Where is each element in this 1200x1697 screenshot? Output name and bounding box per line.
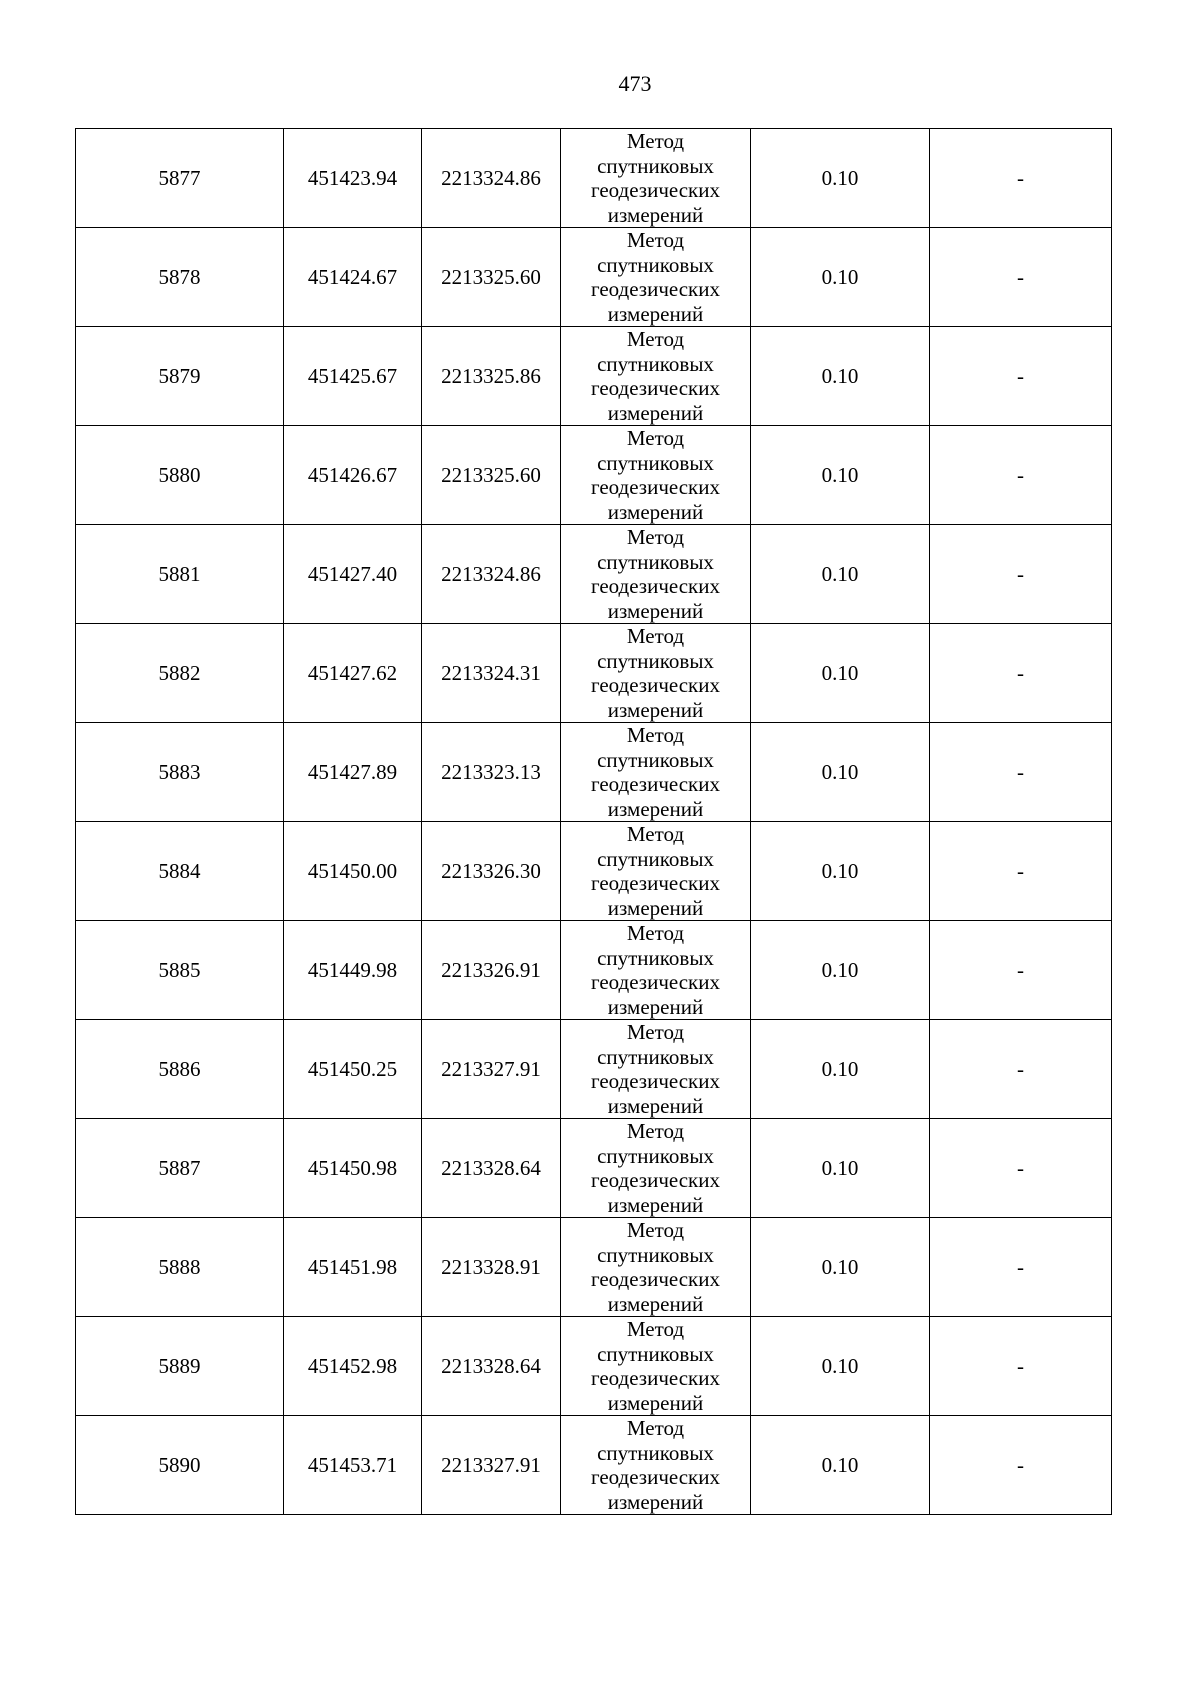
point-id-cell: 5890: [76, 1416, 284, 1515]
method-text-line: спутниковых: [597, 252, 714, 277]
method-text-line: спутниковых: [597, 747, 714, 772]
table-row: [76, 921, 1112, 1020]
x-coordinate-cell: 451423.94: [284, 129, 422, 228]
point-id-cell: 5878: [76, 228, 284, 327]
method-text-line: измерений: [607, 796, 704, 821]
method-text-line: геодезических: [590, 1168, 720, 1192]
method-text-line: геодезических: [590, 772, 720, 796]
table-row: [76, 1119, 1112, 1218]
accuracy-cell: 0.10: [751, 1218, 930, 1317]
method-text-line: геодезических: [590, 1366, 720, 1390]
note-cell: -: [930, 1317, 1112, 1416]
method-text-line: геодезических: [590, 1465, 720, 1489]
method-text-line: спутниковых: [597, 648, 714, 673]
method-text-line: геодезических: [590, 1069, 720, 1093]
x-coordinate-cell: 451452.98: [284, 1317, 422, 1416]
method-text-line: геодезических: [590, 574, 720, 598]
accuracy-cell: 0.10: [751, 723, 930, 822]
accuracy-cell: 0.10: [751, 822, 930, 921]
method-text-line: измерений: [607, 598, 704, 623]
method-text-line: спутниковых: [597, 1044, 714, 1069]
y-coordinate-cell: 2213326.30: [422, 822, 561, 921]
y-coordinate-cell: 2213327.91: [422, 1020, 561, 1119]
method-text-line: измерений: [607, 994, 704, 1019]
x-coordinate-cell: 451449.98: [284, 921, 422, 1020]
method-text-line: Метод: [626, 1416, 685, 1440]
accuracy-cell: 0.10: [751, 921, 930, 1020]
method-cell: [561, 129, 751, 228]
table-row: [76, 1317, 1112, 1416]
point-id-cell: 5881: [76, 525, 284, 624]
method-text-line: Метод: [626, 129, 685, 153]
note-cell: -: [930, 921, 1112, 1020]
y-coordinate-cell: 2213324.86: [422, 525, 561, 624]
method-cell: [561, 1119, 751, 1218]
method-text-line: измерений: [607, 1093, 704, 1118]
y-coordinate-cell: 2213325.86: [422, 327, 561, 426]
note-cell: -: [930, 723, 1112, 822]
table-row: [76, 525, 1112, 624]
method-text-line: спутниковых: [597, 1341, 714, 1366]
x-coordinate-cell: 451450.25: [284, 1020, 422, 1119]
point-id-cell: 5883: [76, 723, 284, 822]
note-cell: -: [930, 129, 1112, 228]
accuracy-cell: 0.10: [751, 1020, 930, 1119]
method-text-line: геодезических: [590, 277, 720, 301]
x-coordinate-cell: 451451.98: [284, 1218, 422, 1317]
method-text-line: спутниковых: [597, 846, 714, 871]
y-coordinate-cell: 2213328.64: [422, 1317, 561, 1416]
table-row: [76, 624, 1112, 723]
point-id-cell: 5885: [76, 921, 284, 1020]
note-cell: -: [930, 228, 1112, 327]
method-cell: [561, 1416, 751, 1515]
note-cell: -: [930, 822, 1112, 921]
method-text-line: спутниковых: [597, 1242, 714, 1267]
y-coordinate-cell: 2213324.86: [422, 129, 561, 228]
method-text-line: Метод: [626, 921, 685, 945]
table-row: [76, 822, 1112, 921]
method-text-line: спутниковых: [597, 450, 714, 475]
point-id-cell: 5887: [76, 1119, 284, 1218]
method-text-line: геодезических: [590, 970, 720, 994]
method-cell: [561, 822, 751, 921]
accuracy-cell: 0.10: [751, 1119, 930, 1218]
point-id-cell: 5877: [76, 129, 284, 228]
accuracy-cell: 0.10: [751, 1416, 930, 1515]
point-id-cell: 5882: [76, 624, 284, 723]
method-text-line: спутниковых: [597, 1440, 714, 1465]
x-coordinate-cell: 451427.40: [284, 525, 422, 624]
method-text-line: Метод: [626, 1020, 685, 1044]
method-text-line: геодезических: [590, 178, 720, 202]
point-id-cell: 5889: [76, 1317, 284, 1416]
y-coordinate-cell: 2213324.31: [422, 624, 561, 723]
table-row: [76, 129, 1112, 228]
accuracy-cell: 0.10: [751, 129, 930, 228]
point-id-cell: 5886: [76, 1020, 284, 1119]
method-cell: [561, 921, 751, 1020]
method-text-line: геодезических: [590, 376, 720, 400]
coordinates-table: [75, 128, 1112, 1515]
y-coordinate-cell: 2213327.91: [422, 1416, 561, 1515]
method-text-line: измерений: [607, 499, 704, 524]
method-cell: [561, 1218, 751, 1317]
method-text-line: измерений: [607, 1192, 704, 1217]
y-coordinate-cell: 2213328.64: [422, 1119, 561, 1218]
x-coordinate-cell: 451453.71: [284, 1416, 422, 1515]
table-row: [76, 1020, 1112, 1119]
note-cell: -: [930, 1020, 1112, 1119]
method-text-line: геодезических: [590, 673, 720, 697]
method-cell: [561, 228, 751, 327]
method-text-line: Метод: [626, 525, 685, 549]
method-text-line: Метод: [626, 1218, 685, 1242]
note-cell: -: [930, 426, 1112, 525]
accuracy-cell: 0.10: [751, 1317, 930, 1416]
method-text-line: спутниковых: [597, 351, 714, 376]
method-text-line: спутниковых: [597, 1143, 714, 1168]
x-coordinate-cell: 451427.89: [284, 723, 422, 822]
method-text-line: Метод: [626, 723, 685, 747]
table-row: [76, 723, 1112, 822]
method-text-line: спутниковых: [597, 153, 714, 178]
table-row: [76, 228, 1112, 327]
method-text-line: геодезических: [590, 1267, 720, 1291]
method-cell: [561, 327, 751, 426]
method-text-line: Метод: [626, 1317, 685, 1341]
method-text-line: измерений: [607, 400, 704, 425]
x-coordinate-cell: 451450.98: [284, 1119, 422, 1218]
y-coordinate-cell: 2213328.91: [422, 1218, 561, 1317]
method-text-line: измерений: [607, 202, 704, 227]
table-row: [76, 1218, 1112, 1317]
note-cell: -: [930, 1218, 1112, 1317]
x-coordinate-cell: 451424.67: [284, 228, 422, 327]
accuracy-cell: 0.10: [751, 327, 930, 426]
point-id-cell: 5879: [76, 327, 284, 426]
note-cell: -: [930, 1416, 1112, 1515]
table-row: [76, 426, 1112, 525]
y-coordinate-cell: 2213326.91: [422, 921, 561, 1020]
method-cell: [561, 1317, 751, 1416]
method-text-line: измерений: [607, 1489, 704, 1514]
note-cell: -: [930, 327, 1112, 426]
method-cell: [561, 1020, 751, 1119]
method-text-line: Метод: [626, 327, 685, 351]
point-id-cell: 5884: [76, 822, 284, 921]
accuracy-cell: 0.10: [751, 426, 930, 525]
x-coordinate-cell: 451426.67: [284, 426, 422, 525]
method-text-line: Метод: [626, 1119, 685, 1143]
y-coordinate-cell: 2213325.60: [422, 228, 561, 327]
method-text-line: измерений: [607, 895, 704, 920]
note-cell: -: [930, 1119, 1112, 1218]
method-text-line: измерений: [607, 301, 704, 326]
x-coordinate-cell: 451427.62: [284, 624, 422, 723]
method-text-line: геодезических: [590, 871, 720, 895]
x-coordinate-cell: 451450.00: [284, 822, 422, 921]
method-text-line: Метод: [626, 228, 685, 252]
method-text-line: Метод: [626, 426, 685, 450]
method-text-line: измерений: [607, 697, 704, 722]
note-cell: -: [930, 525, 1112, 624]
y-coordinate-cell: 2213325.60: [422, 426, 561, 525]
page-number: 473: [618, 71, 652, 96]
method-text-line: Метод: [626, 624, 685, 648]
method-cell: [561, 426, 751, 525]
x-coordinate-cell: 451425.67: [284, 327, 422, 426]
method-text-line: спутниковых: [597, 945, 714, 970]
method-cell: [561, 525, 751, 624]
method-cell: [561, 723, 751, 822]
accuracy-cell: 0.10: [751, 525, 930, 624]
method-text-line: измерений: [607, 1291, 704, 1316]
accuracy-cell: 0.10: [751, 228, 930, 327]
table-row: [76, 327, 1112, 426]
point-id-cell: 5880: [76, 426, 284, 525]
method-text-line: Метод: [626, 822, 685, 846]
table-row: [76, 1416, 1112, 1515]
method-text-line: измерений: [607, 1390, 704, 1415]
table-body: [76, 129, 1112, 1515]
accuracy-cell: 0.10: [751, 624, 930, 723]
method-cell: [561, 624, 751, 723]
y-coordinate-cell: 2213323.13: [422, 723, 561, 822]
method-text-line: спутниковых: [597, 549, 714, 574]
method-text-line: геодезических: [590, 475, 720, 499]
note-cell: -: [930, 624, 1112, 723]
point-id-cell: 5888: [76, 1218, 284, 1317]
